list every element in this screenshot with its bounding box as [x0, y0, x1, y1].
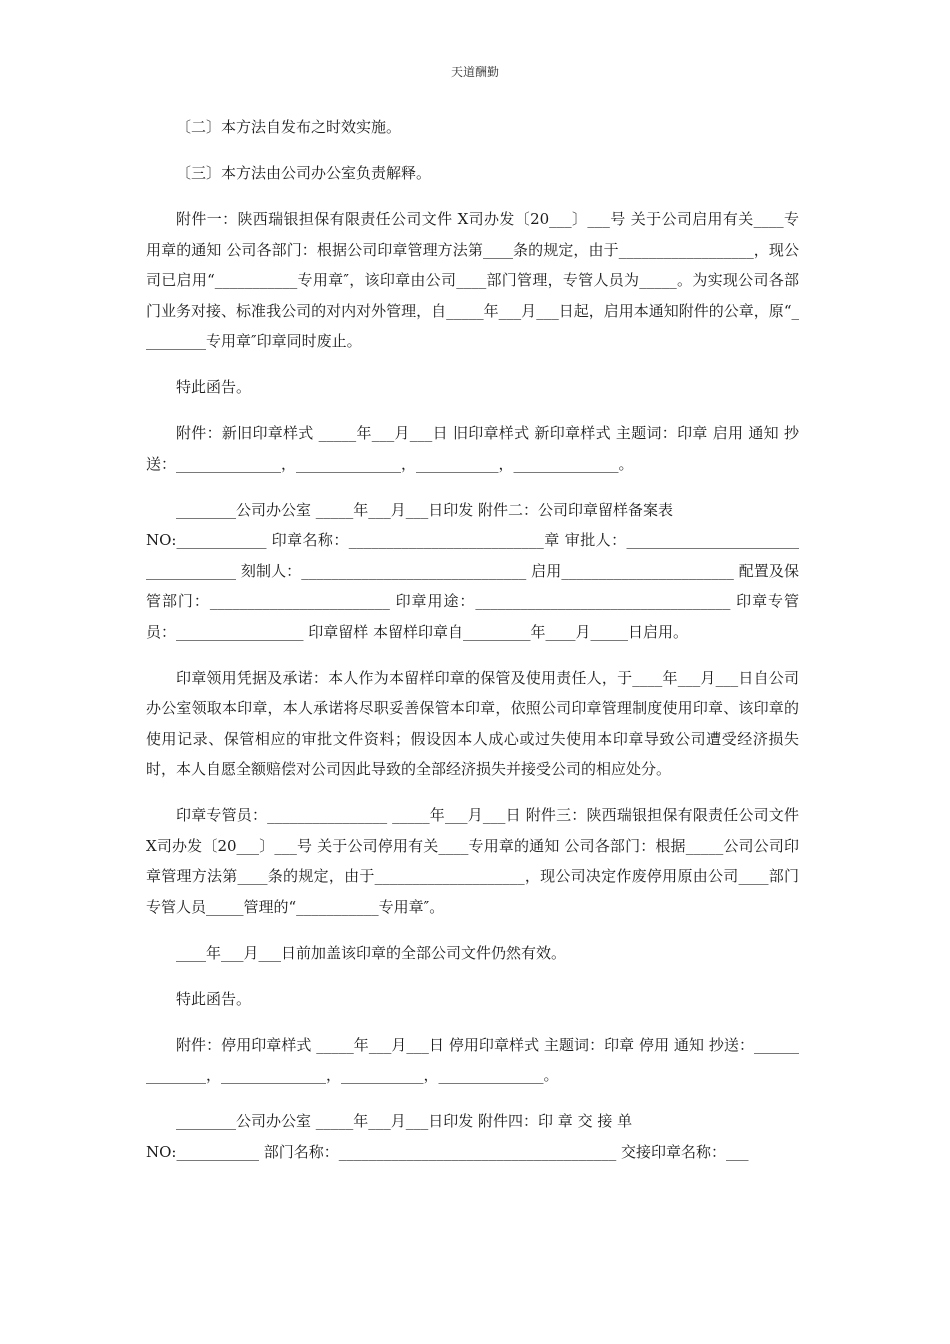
paragraph-2: 〔二〕本方法自发布之时效实施。: [176, 118, 402, 136]
issued-line-attachment-four: ________公司办公室 _____年___月___日印发 附件四：印 章 交 接 单: [176, 1112, 633, 1130]
issued-line-attachment-two: ________公司办公室 _____年___月___日印发 附件二：公司印章留样备案表: [176, 500, 674, 519]
document-body: [146, 112, 799, 1183]
attachment-stopped-seal: 附件：停用印章样式 _____年___月___日 停用印章样式 主题词：印章 停用 通知 抄送：______________，______________，___________，______________。: [146, 1035, 799, 1084]
validity-note: ____年___月___日前加盖该印章的全部公司文件仍然有效。: [176, 943, 567, 962]
notice-closing: 特此函告。: [176, 378, 252, 396]
page-header: 天道酬勤: [450, 65, 499, 79]
paragraph-3: 〔三〕本方法由公司办公室负责解释。: [176, 164, 432, 182]
notice-closing-2: 特此函告。: [176, 989, 252, 1008]
attachment-seal-samples: 附件：新旧印章样式 _____年___月___日 旧印章样式 新印章样式 主题词：印章 启用 通知 抄送：______________，______________，___________，______________。: [146, 424, 799, 473]
attachment-one: 附件一：陕西瑞银担保有限责任公司文件 X司办发〔20___〕___号 关于公司启用有关____专用章的通知 公司各部门：根据公司印章管理方法第____条的规定，由于__________________，现公司已启用“___________专用章″，该印章由公司____部门管理，专管人员为_____。为实现公司各部门业务对接、标准我公司的对内对外管理，自_____年___月___日起，启用本通知附件的公章，原“_________专用章″印章同时废止。: [146, 210, 799, 350]
attachment-three: 印章专管员：________________ _____年___月___日 附件三：陕西瑞银担保有限责任公司文件 X司办发〔20___〕___号 关于公司停用有关____专用章的通知 公司各部门：根据_____公司公司印章管理方法第____条的规定，由于____________________，现公司决定作废停用原由公司____部门专管人员_____管理的“___________专用章″。: [146, 806, 799, 916]
seal-commitment: 印章领用凭据及承诺：本人作为本留样印章的保管及使用责任人，于____年___月___日自公司办公室领取本印章，本人承诺将尽职妥善保管本印章，依照公司印章管理制度使用印章、该印章的使用记录、保管相应的审批文件资料；假设因本人成心或过失使用本印章导致公司遭受经济损失时，本人自愿全额赔偿对公司因此导致的全部经济损失并接受公司的相应处分。: [146, 668, 799, 778]
handover-form: NO:___________ 部门名称：_____________________________________ 交接印章名称：___: [146, 1142, 749, 1161]
seal-registry-form: NO:____________ 印章名称：__________________________章 审批人：___________________________________ 刻制人：______________________________ 启用_______________________ 配置及保管部门：________________________ 印章用途：__________________________________ 印章专管员：_________________ 印章留样 本留样印章自_________年____月_____日启用。: [146, 531, 799, 641]
